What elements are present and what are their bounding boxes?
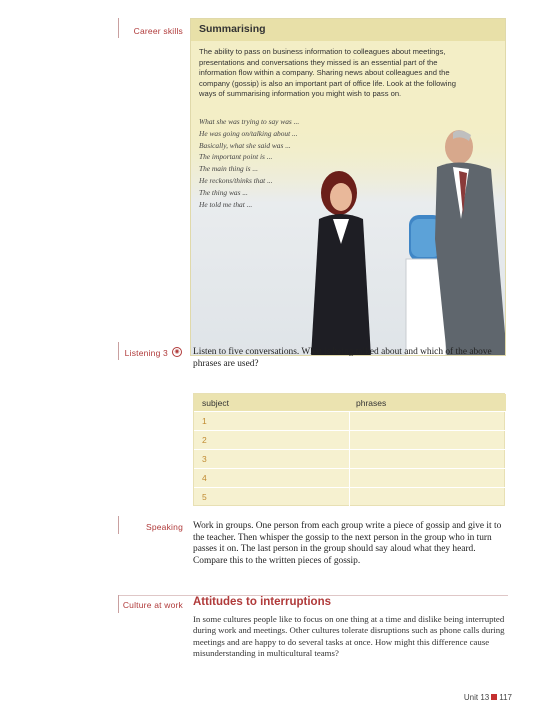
row-number: 4	[202, 473, 207, 483]
career-skills-intro: The ability to pass on business information to colleagues about meetings, presentations and conversations they missed is an essential part of the information flow within a company. Sharing news about colleagues and the company (gossip) is also an important part of office life. Look at the following ways of summarising information you might wish to pass on.	[199, 47, 456, 98]
table-row[interactable]	[194, 411, 506, 430]
page-number: 117	[499, 693, 512, 702]
audio-cd-icon[interactable]: ◉	[172, 347, 182, 357]
page-footer	[430, 693, 512, 702]
career-skills-label: Career skills	[133, 26, 183, 36]
career-skills-box	[190, 18, 506, 356]
row-number: 1	[202, 416, 207, 426]
phrase-item: What she was trying to say was ...	[199, 117, 300, 126]
phrase-list	[199, 116, 369, 210]
phrase-item: He reckons/thinks that ...	[199, 175, 273, 185]
column-header-subject: subject	[202, 398, 229, 408]
phrase-item: The thing was ...	[199, 187, 248, 197]
table-row[interactable]	[194, 430, 506, 449]
speaking-label: Speaking	[145, 522, 183, 532]
phrase-item: He was going on/talking about ...	[199, 128, 298, 138]
row-number: 3	[202, 454, 207, 464]
listening-instruction: Listen to five conversations. What is being talked about and which of the above phrases are used?	[193, 347, 492, 369]
row-number: 5	[202, 492, 207, 502]
speaking-instruction: Work in groups. One person from each group write a piece of gossip and give it to the teacher. Then whisper the gossip to the next person in the group who in turn passes it on. The last person in the group should say aloud what they heard. Compare this to the written pieces of gossip.	[193, 521, 502, 566]
unit-label: Unit 13	[463, 693, 490, 702]
culture-text: In some cultures people like to focus on one thing at a time and dislike being interrupted during work and meetings. Other cultures tolerate disruptions such as phone calls during meetings and are happy to do several tasks at once. How might this difference cause misunderstanding in multicultural teams?	[193, 614, 505, 659]
footer-square-icon	[491, 694, 497, 700]
phrase-item: He told me that ...	[199, 199, 253, 209]
summary-table	[193, 393, 505, 506]
table-row[interactable]	[194, 468, 506, 487]
table-row[interactable]	[194, 487, 506, 506]
career-skills-title: Summarising	[191, 19, 506, 41]
phrase-item: The main thing is ...	[199, 164, 258, 174]
table-row[interactable]	[194, 449, 506, 468]
listening-label: Listening 3	[124, 348, 168, 358]
row-number: 2	[202, 435, 207, 445]
phrase-item: Basically, what she said was ...	[199, 140, 291, 150]
culture-at-work-label: Culture at work	[122, 600, 183, 610]
culture-title: Attitudes to interruptions	[193, 596, 331, 608]
phrase-item: The important point is ...	[199, 152, 273, 162]
column-header-phrases: phrases	[356, 398, 387, 408]
table-header	[194, 394, 506, 411]
